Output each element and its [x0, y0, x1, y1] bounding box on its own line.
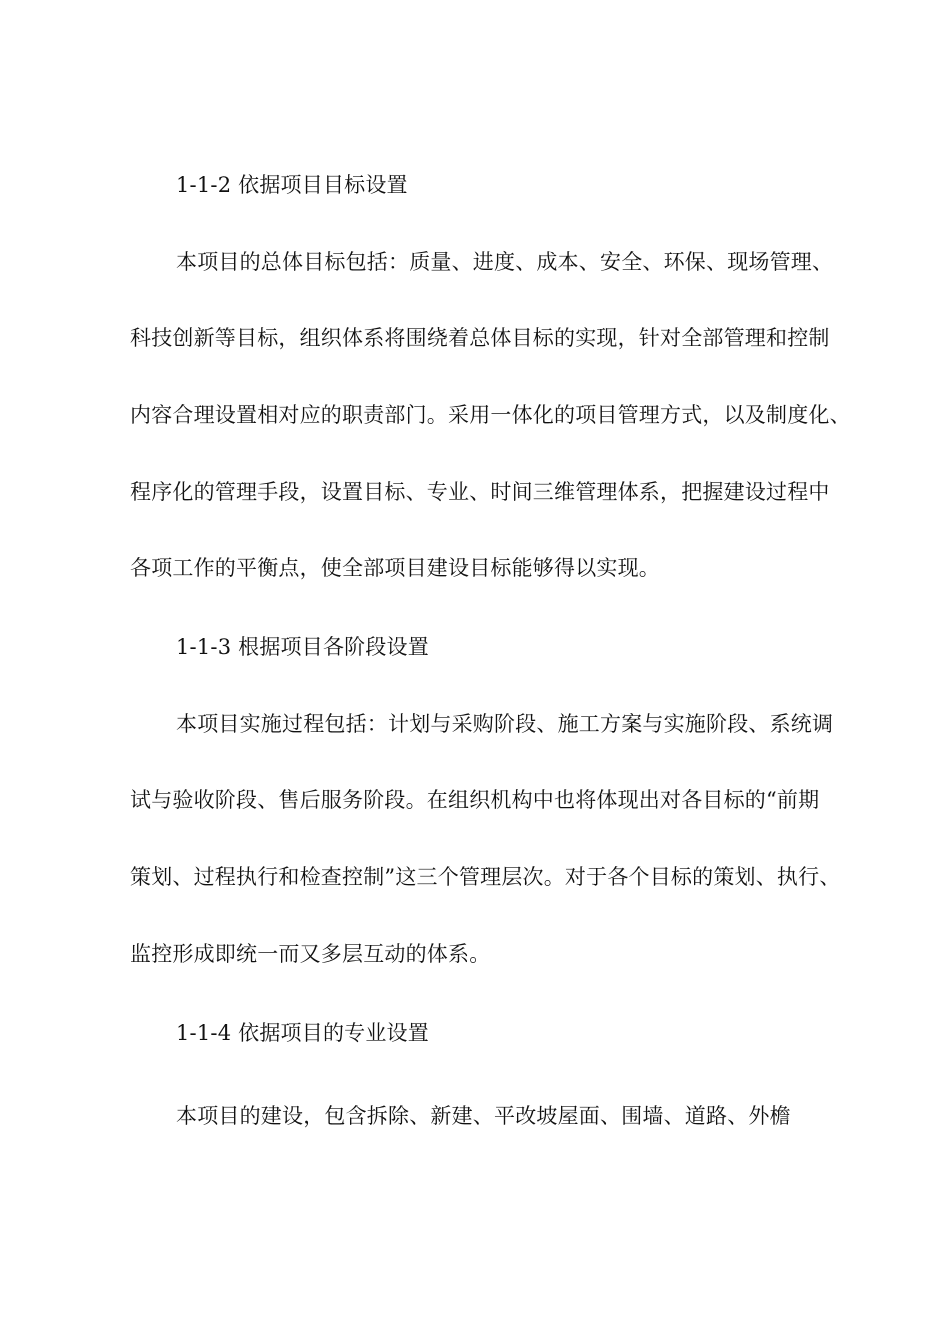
paragraph-line: 内容合理设置相对应的职责部门。采用一体化的项目管理方式，以及制度化、	[130, 403, 851, 427]
paragraph-line: 策划、过程执行和检查控制”这三个管理层次。对于各个目标的策划、执行、	[130, 865, 841, 889]
paragraph-line: 本项目的建设，包含拆除、新建、平改坡屋面、围墙、道路、外檐	[176, 1104, 791, 1128]
section-heading-1-1-2: 1-1-2 依据项目目标设置	[176, 173, 408, 197]
paragraph-line: 各项工作的平衡点，使全部项目建设目标能够得以实现。	[130, 556, 660, 580]
paragraph-line: 监控形成即统一而又多层互动的体系。	[130, 942, 491, 966]
section-heading-1-1-4: 1-1-4 依据项目的专业设置	[176, 1021, 429, 1045]
paragraph-line: 程序化的管理手段，设置目标、专业、时间三维管理体系，把握建设过程中	[130, 480, 830, 504]
paragraph-line: 科技创新等目标，组织体系将围绕着总体目标的实现，针对全部管理和控制	[130, 326, 830, 350]
paragraph-line: 试与验收阶段、售后服务阶段。在组织机构中也将体现出对各目标的“前期	[130, 788, 820, 812]
paragraph-line: 本项目实施过程包括：计划与采购阶段、施工方案与实施阶段、系统调	[176, 712, 834, 736]
section-heading-1-1-3: 1-1-3 根据项目各阶段设置	[176, 635, 429, 659]
paragraph-line: 本项目的总体目标包括：质量、进度、成本、安全、环保、现场管理、	[176, 250, 834, 274]
